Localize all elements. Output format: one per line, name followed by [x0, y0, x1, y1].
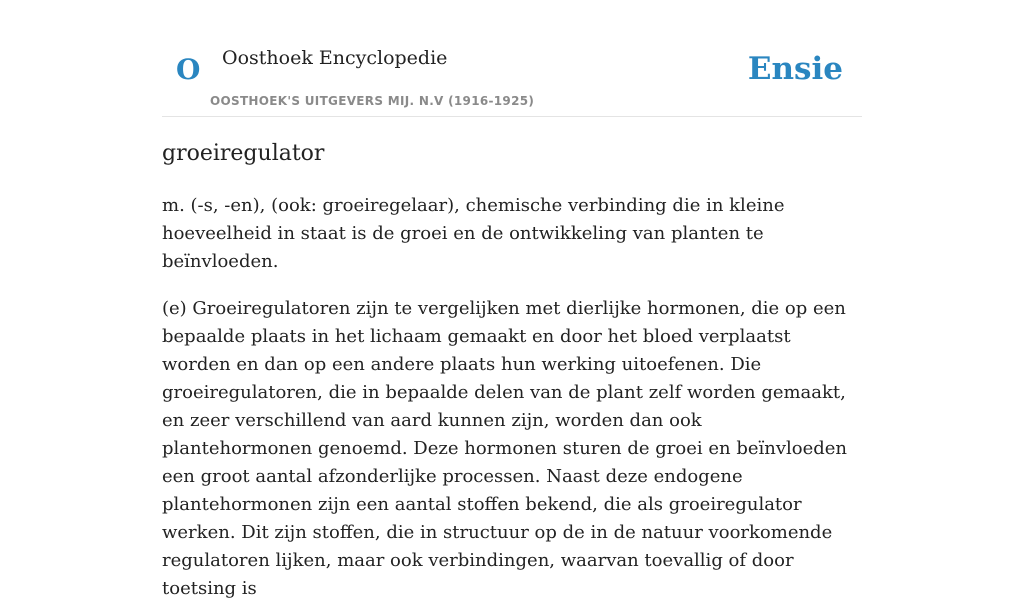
publication-title[interactable]: Oosthoek Encyclopedie [222, 47, 448, 69]
article [162, 136, 852, 603]
publisher-subtitle: OOSTHOEK'S UITGEVERS MIJ. N.V (1916-1925) [210, 94, 535, 108]
publication-logo[interactable]: O [176, 53, 201, 86]
site-header [162, 0, 862, 117]
article-paragraph: (e) Groeiregulatoren zijn te vergelijken met dierlijke hormonen, die op een bepaalde plaats in het lichaam gemaakt en door het bloed verplaatst worden en dan op een andere plaats hun werking uitoefenen. Die groeiregulatoren, die in bepaalde delen van de plant zelf worden gemaakt, en zeer verschillend van aard kunnen zijn, worden dan ook plantehormonen genoemd. Deze hormonen sturen de groei en beïnvloeden een groot aantal afzonderlijke processen. Naast deze endogene plantehormonen zijn een aantal stoffen bekend, die als groeiregulator werken. Dit zijn stoffen, die in structuur op de in de natuur voorkomende regulatoren lijken, maar ook verbindingen, waarvan toevallig of door toetsing is [162, 298, 848, 599]
article-paragraph: m. (-s, -en), (ook: groeiregelaar), chemische verbinding die in kleine hoeveelheid in staat is de groei en de ontwikkeling van planten te beïnvloeden. [162, 195, 785, 272]
ensie-brand-link[interactable]: Ensie [747, 51, 843, 87]
article-title: groeiregulator [162, 141, 325, 166]
